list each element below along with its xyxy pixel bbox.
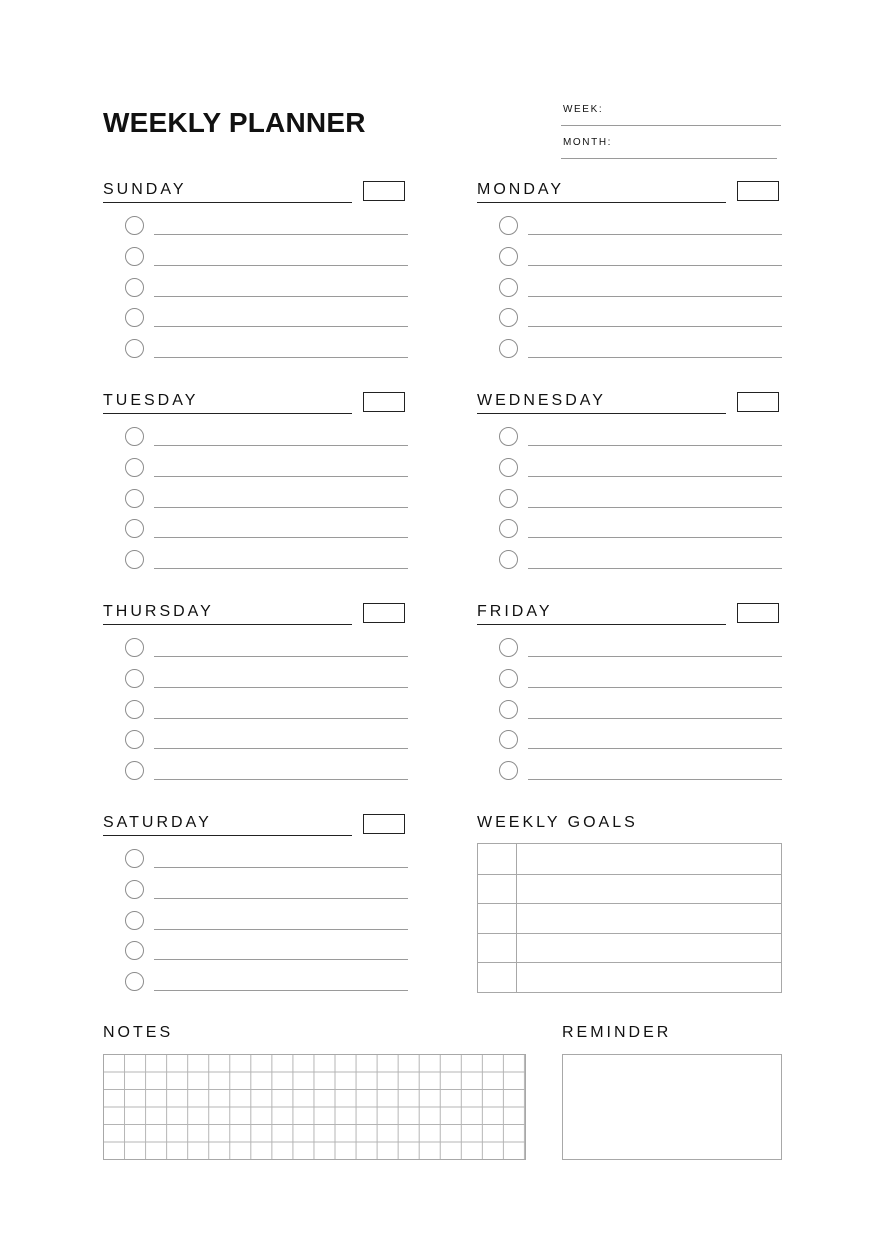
task-line[interactable] (154, 867, 408, 868)
task-item (125, 880, 408, 902)
notes-grid[interactable] (103, 1054, 526, 1160)
task-checkbox[interactable] (499, 427, 518, 446)
task-checkbox[interactable] (125, 638, 144, 657)
task-line[interactable] (528, 296, 782, 297)
day-underline (103, 624, 352, 625)
goal-row (478, 962, 781, 992)
task-line[interactable] (528, 568, 782, 569)
task-line[interactable] (154, 507, 408, 508)
task-checkbox[interactable] (125, 911, 144, 930)
week-label: WEEK: (563, 104, 604, 115)
goal-row (478, 844, 781, 874)
task-line[interactable] (528, 476, 782, 477)
page-title: WEEKLY PLANNER (103, 107, 366, 138)
task-line[interactable] (528, 537, 782, 538)
day-block-wednesday (477, 392, 783, 592)
task-item (125, 849, 408, 871)
task-line[interactable] (528, 656, 782, 657)
task-item (125, 247, 408, 269)
task-item (125, 519, 408, 541)
task-line[interactable] (154, 445, 408, 446)
day-name: TUESDAY (103, 392, 199, 409)
task-checkbox[interactable] (499, 216, 518, 235)
goal-text-cell[interactable] (517, 875, 781, 904)
task-checkbox[interactable] (499, 669, 518, 688)
date-box[interactable] (363, 603, 405, 623)
task-item (499, 519, 782, 541)
task-item (499, 730, 782, 752)
goal-text-cell[interactable] (517, 844, 781, 874)
date-box[interactable] (363, 181, 405, 201)
task-checkbox[interactable] (125, 880, 144, 899)
task-checkbox[interactable] (499, 700, 518, 719)
task-checkbox[interactable] (125, 550, 144, 569)
task-checkbox[interactable] (499, 519, 518, 538)
goal-text-cell[interactable] (517, 963, 781, 992)
goal-row (478, 933, 781, 963)
task-item (125, 972, 408, 994)
task-checkbox[interactable] (499, 730, 518, 749)
task-item (125, 550, 408, 572)
task-line[interactable] (528, 748, 782, 749)
day-name: WEDNESDAY (477, 392, 606, 409)
task-item (125, 427, 408, 449)
task-item (499, 278, 782, 300)
task-item (125, 730, 408, 752)
task-line[interactable] (528, 718, 782, 719)
task-line[interactable] (154, 990, 408, 991)
task-item (125, 941, 408, 963)
task-checkbox[interactable] (499, 339, 518, 358)
task-checkbox[interactable] (125, 700, 144, 719)
goal-check-cell[interactable] (478, 934, 517, 963)
task-item (499, 247, 782, 269)
task-item (125, 308, 408, 330)
week-field[interactable] (561, 125, 781, 126)
task-line[interactable] (154, 959, 408, 960)
date-box[interactable] (737, 392, 779, 412)
task-checkbox[interactable] (125, 339, 144, 358)
goal-text-cell[interactable] (517, 904, 781, 933)
task-item (125, 489, 408, 511)
goal-check-cell[interactable] (478, 844, 517, 874)
task-line[interactable] (154, 537, 408, 538)
task-checkbox[interactable] (125, 216, 144, 235)
day-underline (103, 413, 352, 414)
date-box[interactable] (737, 181, 779, 201)
task-checkbox[interactable] (499, 308, 518, 327)
day-block-tuesday (103, 392, 409, 592)
task-checkbox[interactable] (125, 489, 144, 508)
task-line[interactable] (154, 568, 408, 569)
day-name: THURSDAY (103, 603, 214, 620)
task-item (125, 761, 408, 783)
day-underline (477, 624, 726, 625)
task-item (499, 761, 782, 783)
task-line[interactable] (528, 779, 782, 780)
task-checkbox[interactable] (125, 669, 144, 688)
weekly-goals-table (477, 843, 782, 993)
reminder-box[interactable] (562, 1054, 782, 1160)
task-line[interactable] (154, 929, 408, 930)
task-item (125, 700, 408, 722)
task-line[interactable] (154, 718, 408, 719)
task-line[interactable] (154, 898, 408, 899)
goal-row (478, 903, 781, 933)
task-item (125, 216, 408, 238)
task-checkbox[interactable] (499, 550, 518, 569)
task-item (499, 308, 782, 330)
task-checkbox[interactable] (125, 308, 144, 327)
task-checkbox[interactable] (125, 849, 144, 868)
day-underline (103, 202, 352, 203)
task-checkbox[interactable] (499, 489, 518, 508)
task-line[interactable] (528, 265, 782, 266)
task-checkbox[interactable] (499, 761, 518, 780)
day-underline (103, 835, 352, 836)
date-box[interactable] (363, 392, 405, 412)
task-checkbox[interactable] (499, 247, 518, 266)
task-item (125, 339, 408, 361)
goal-text-cell[interactable] (517, 934, 781, 963)
task-line[interactable] (154, 687, 408, 688)
task-item (499, 700, 782, 722)
goal-check-cell[interactable] (478, 904, 517, 933)
day-underline (477, 413, 726, 414)
task-item (499, 339, 782, 361)
task-line[interactable] (154, 234, 408, 235)
reminder-title: REMINDER (562, 1024, 672, 1041)
goal-check-cell[interactable] (478, 875, 517, 904)
task-line[interactable] (154, 656, 408, 657)
task-item (125, 458, 408, 480)
goal-row (478, 874, 781, 904)
task-item (125, 911, 408, 933)
task-item (499, 427, 782, 449)
day-block-friday (477, 603, 783, 803)
day-name: SUNDAY (103, 181, 187, 198)
task-line[interactable] (154, 779, 408, 780)
task-item (125, 278, 408, 300)
day-name: FRIDAY (477, 603, 553, 620)
task-line[interactable] (528, 507, 782, 508)
task-line[interactable] (154, 296, 408, 297)
date-box[interactable] (737, 603, 779, 623)
task-item (499, 638, 782, 660)
task-checkbox[interactable] (125, 278, 144, 297)
task-line[interactable] (154, 357, 408, 358)
day-underline (477, 202, 726, 203)
task-line[interactable] (154, 326, 408, 327)
weekly-goals-title: WEEKLY GOALS (477, 814, 638, 831)
day-block-monday (477, 181, 783, 381)
month-field[interactable] (561, 158, 777, 159)
task-item (499, 458, 782, 480)
task-line[interactable] (528, 326, 782, 327)
task-checkbox[interactable] (125, 761, 144, 780)
day-name: MONDAY (477, 181, 565, 198)
date-box[interactable] (363, 814, 405, 834)
task-checkbox[interactable] (125, 247, 144, 266)
task-item (499, 669, 782, 691)
task-checkbox[interactable] (125, 519, 144, 538)
task-checkbox[interactable] (125, 941, 144, 960)
task-line[interactable] (528, 445, 782, 446)
task-checkbox[interactable] (499, 638, 518, 657)
task-line[interactable] (528, 357, 782, 358)
goal-check-cell[interactable] (478, 963, 517, 992)
day-block-thursday (103, 603, 409, 803)
task-line[interactable] (528, 234, 782, 235)
task-line[interactable] (154, 476, 408, 477)
task-line[interactable] (154, 265, 408, 266)
day-name: SATURDAY (103, 814, 212, 831)
task-line[interactable] (528, 687, 782, 688)
task-checkbox[interactable] (125, 458, 144, 477)
task-item (125, 638, 408, 660)
task-checkbox[interactable] (125, 972, 144, 991)
task-item (499, 489, 782, 511)
notes-title: NOTES (103, 1024, 174, 1041)
day-block-saturday (103, 814, 409, 1014)
task-checkbox[interactable] (125, 730, 144, 749)
task-item (499, 550, 782, 572)
task-line[interactable] (154, 748, 408, 749)
task-checkbox[interactable] (499, 458, 518, 477)
task-item (125, 669, 408, 691)
month-label: MONTH: (563, 137, 613, 148)
task-item (499, 216, 782, 238)
task-checkbox[interactable] (125, 427, 144, 446)
day-block-sunday (103, 181, 409, 381)
task-checkbox[interactable] (499, 278, 518, 297)
